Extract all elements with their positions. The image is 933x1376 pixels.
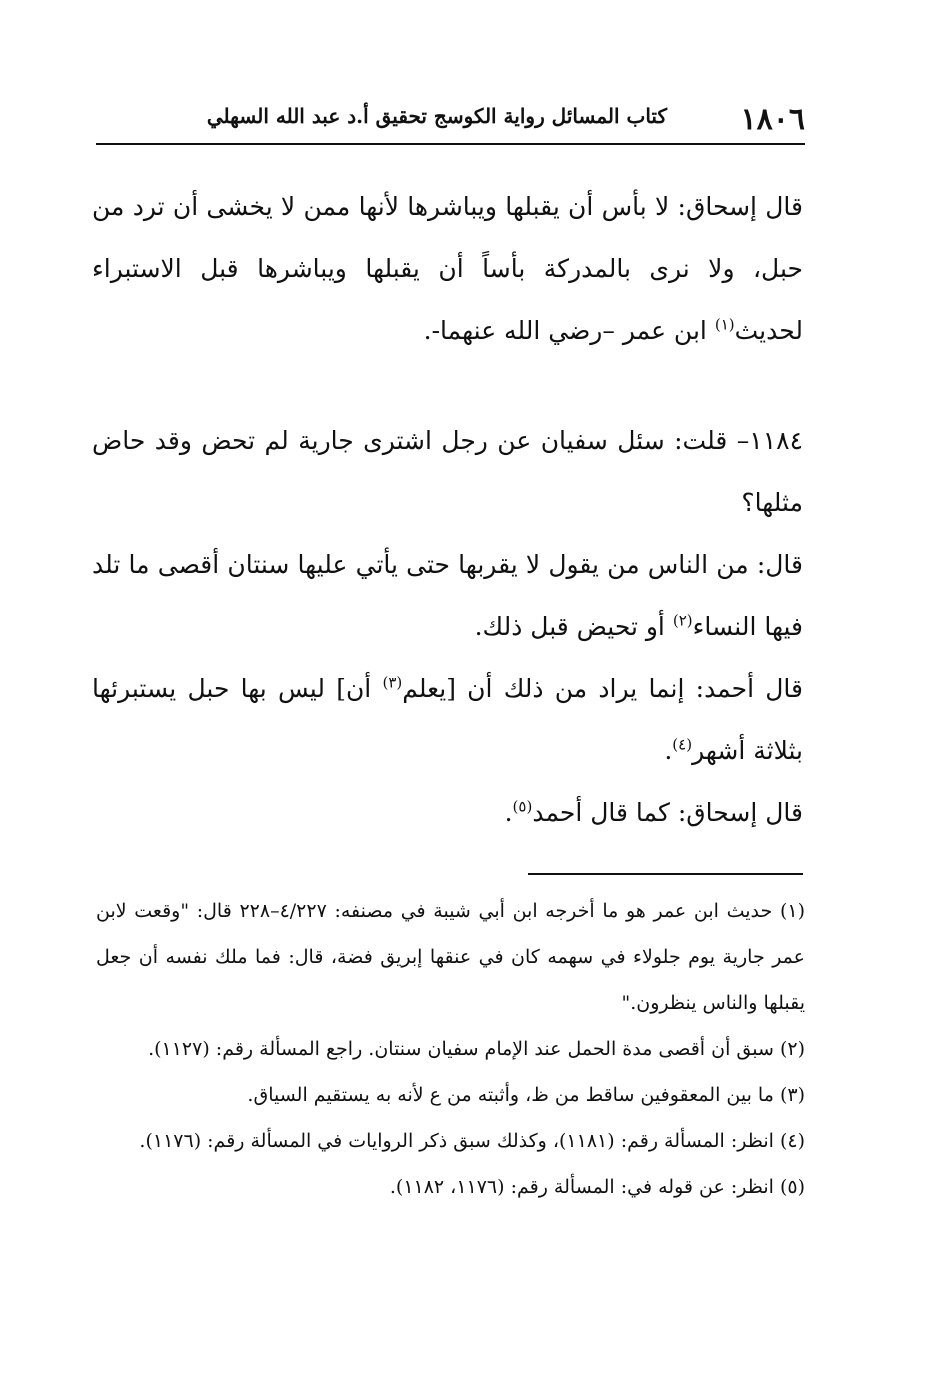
answer-text: قال أحمد: إنما يراد من ذلك أن [يعلم	[402, 674, 803, 703]
main-text	[92, 176, 803, 844]
footnote	[96, 888, 805, 1026]
footnote	[96, 1026, 805, 1072]
footnote-ref[interactable]: (٢)	[672, 611, 693, 630]
footnote-text: ما بين المعقوفين ساقط من ظ، وأثبته من ع لأنه به يستقيم السياق.	[247, 1084, 780, 1106]
answer-text: قال إسحاق: كما قال أحمد	[532, 798, 803, 827]
footnote	[96, 1164, 805, 1210]
footnote	[96, 1072, 805, 1118]
footnote-ref[interactable]: (٤)	[672, 735, 693, 754]
paragraph-text: ابن عمر –رضي الله عنهما-.	[423, 316, 715, 345]
footnote-number: (٢)	[779, 1038, 805, 1060]
header-rule	[96, 143, 805, 145]
paragraph-text: قال إسحاق: لا بأس أن يقبلها ويباشرها لأنها ممن لا يخشى أن ترد من حبل، ولا نرى بالمدركة بأساً أن يقبلها ويباشرها قبل الاستبراء لحديث	[92, 192, 803, 345]
paragraph-ishaq-opinion	[92, 176, 803, 362]
page-header	[96, 100, 805, 142]
masala-question	[92, 410, 803, 534]
footnote-ref[interactable]: (٥)	[512, 797, 533, 816]
answer-text: أن] ليس بها حبل يستبرئها بثلاثة أشهر	[92, 674, 803, 765]
answer-ahmad	[92, 658, 803, 782]
answer-text: .	[664, 736, 673, 765]
footnote-ref[interactable]: (٣)	[382, 673, 403, 692]
footnote-text: انظر: عن قوله في: المسألة رقم: (١١٧٦، ١١٨٢).	[389, 1176, 780, 1198]
footnote	[96, 1118, 805, 1164]
answer-sufyan	[92, 534, 803, 658]
question-text: قلت: سئل سفيان عن رجل اشترى جارية لم تحض وقد حاض مثلها؟	[92, 426, 803, 517]
masala-number: ١١٨٤–	[736, 426, 803, 455]
footnote-number: (٤)	[779, 1130, 805, 1152]
answer-text: قال: من الناس من يقول لا يقربها حتى يأتي عليها سنتان أقصى ما تلد فيها النساء	[92, 550, 803, 641]
page-number: ١٨٠٦	[740, 102, 805, 137]
footnote-text: حديث ابن عمر هو ما أخرجه ابن أبي شيبة في مصنفه: ٤/٢٢٧–٢٢٨ قال: "وقعت لابن عمر جارية يوم جلولاء في سهمه كان في عنقها إبريق فضة، قال: فما ملك نفسه أن جعل يقبلها والناس ينظرون."	[96, 900, 805, 1014]
footnote-text: سبق أن أقصى مدة الحمل عند الإمام سفيان سنتان. راجع المسألة رقم: (١١٢٧).	[148, 1038, 780, 1060]
footnotes	[96, 888, 805, 1210]
answer-text: .	[504, 798, 513, 827]
answer-text: أو تحيض قبل ذلك.	[474, 612, 673, 641]
footnote-ref[interactable]: (١)	[714, 315, 735, 334]
running-title: كتاب المسائل رواية الكوسج تحقيق أ.د عبد الله السهلي	[206, 104, 667, 128]
footnote-text: انظر: المسألة رقم: (١١٨١)، وكذلك سبق ذكر الروايات في المسألة رقم: (١١٧٦).	[139, 1130, 780, 1152]
footnote-number: (٣)	[779, 1084, 805, 1106]
footnote-separator	[528, 873, 803, 875]
footnote-number: (٥)	[779, 1176, 805, 1198]
answer-ishaq	[92, 782, 803, 844]
footnote-number: (١)	[779, 900, 805, 922]
